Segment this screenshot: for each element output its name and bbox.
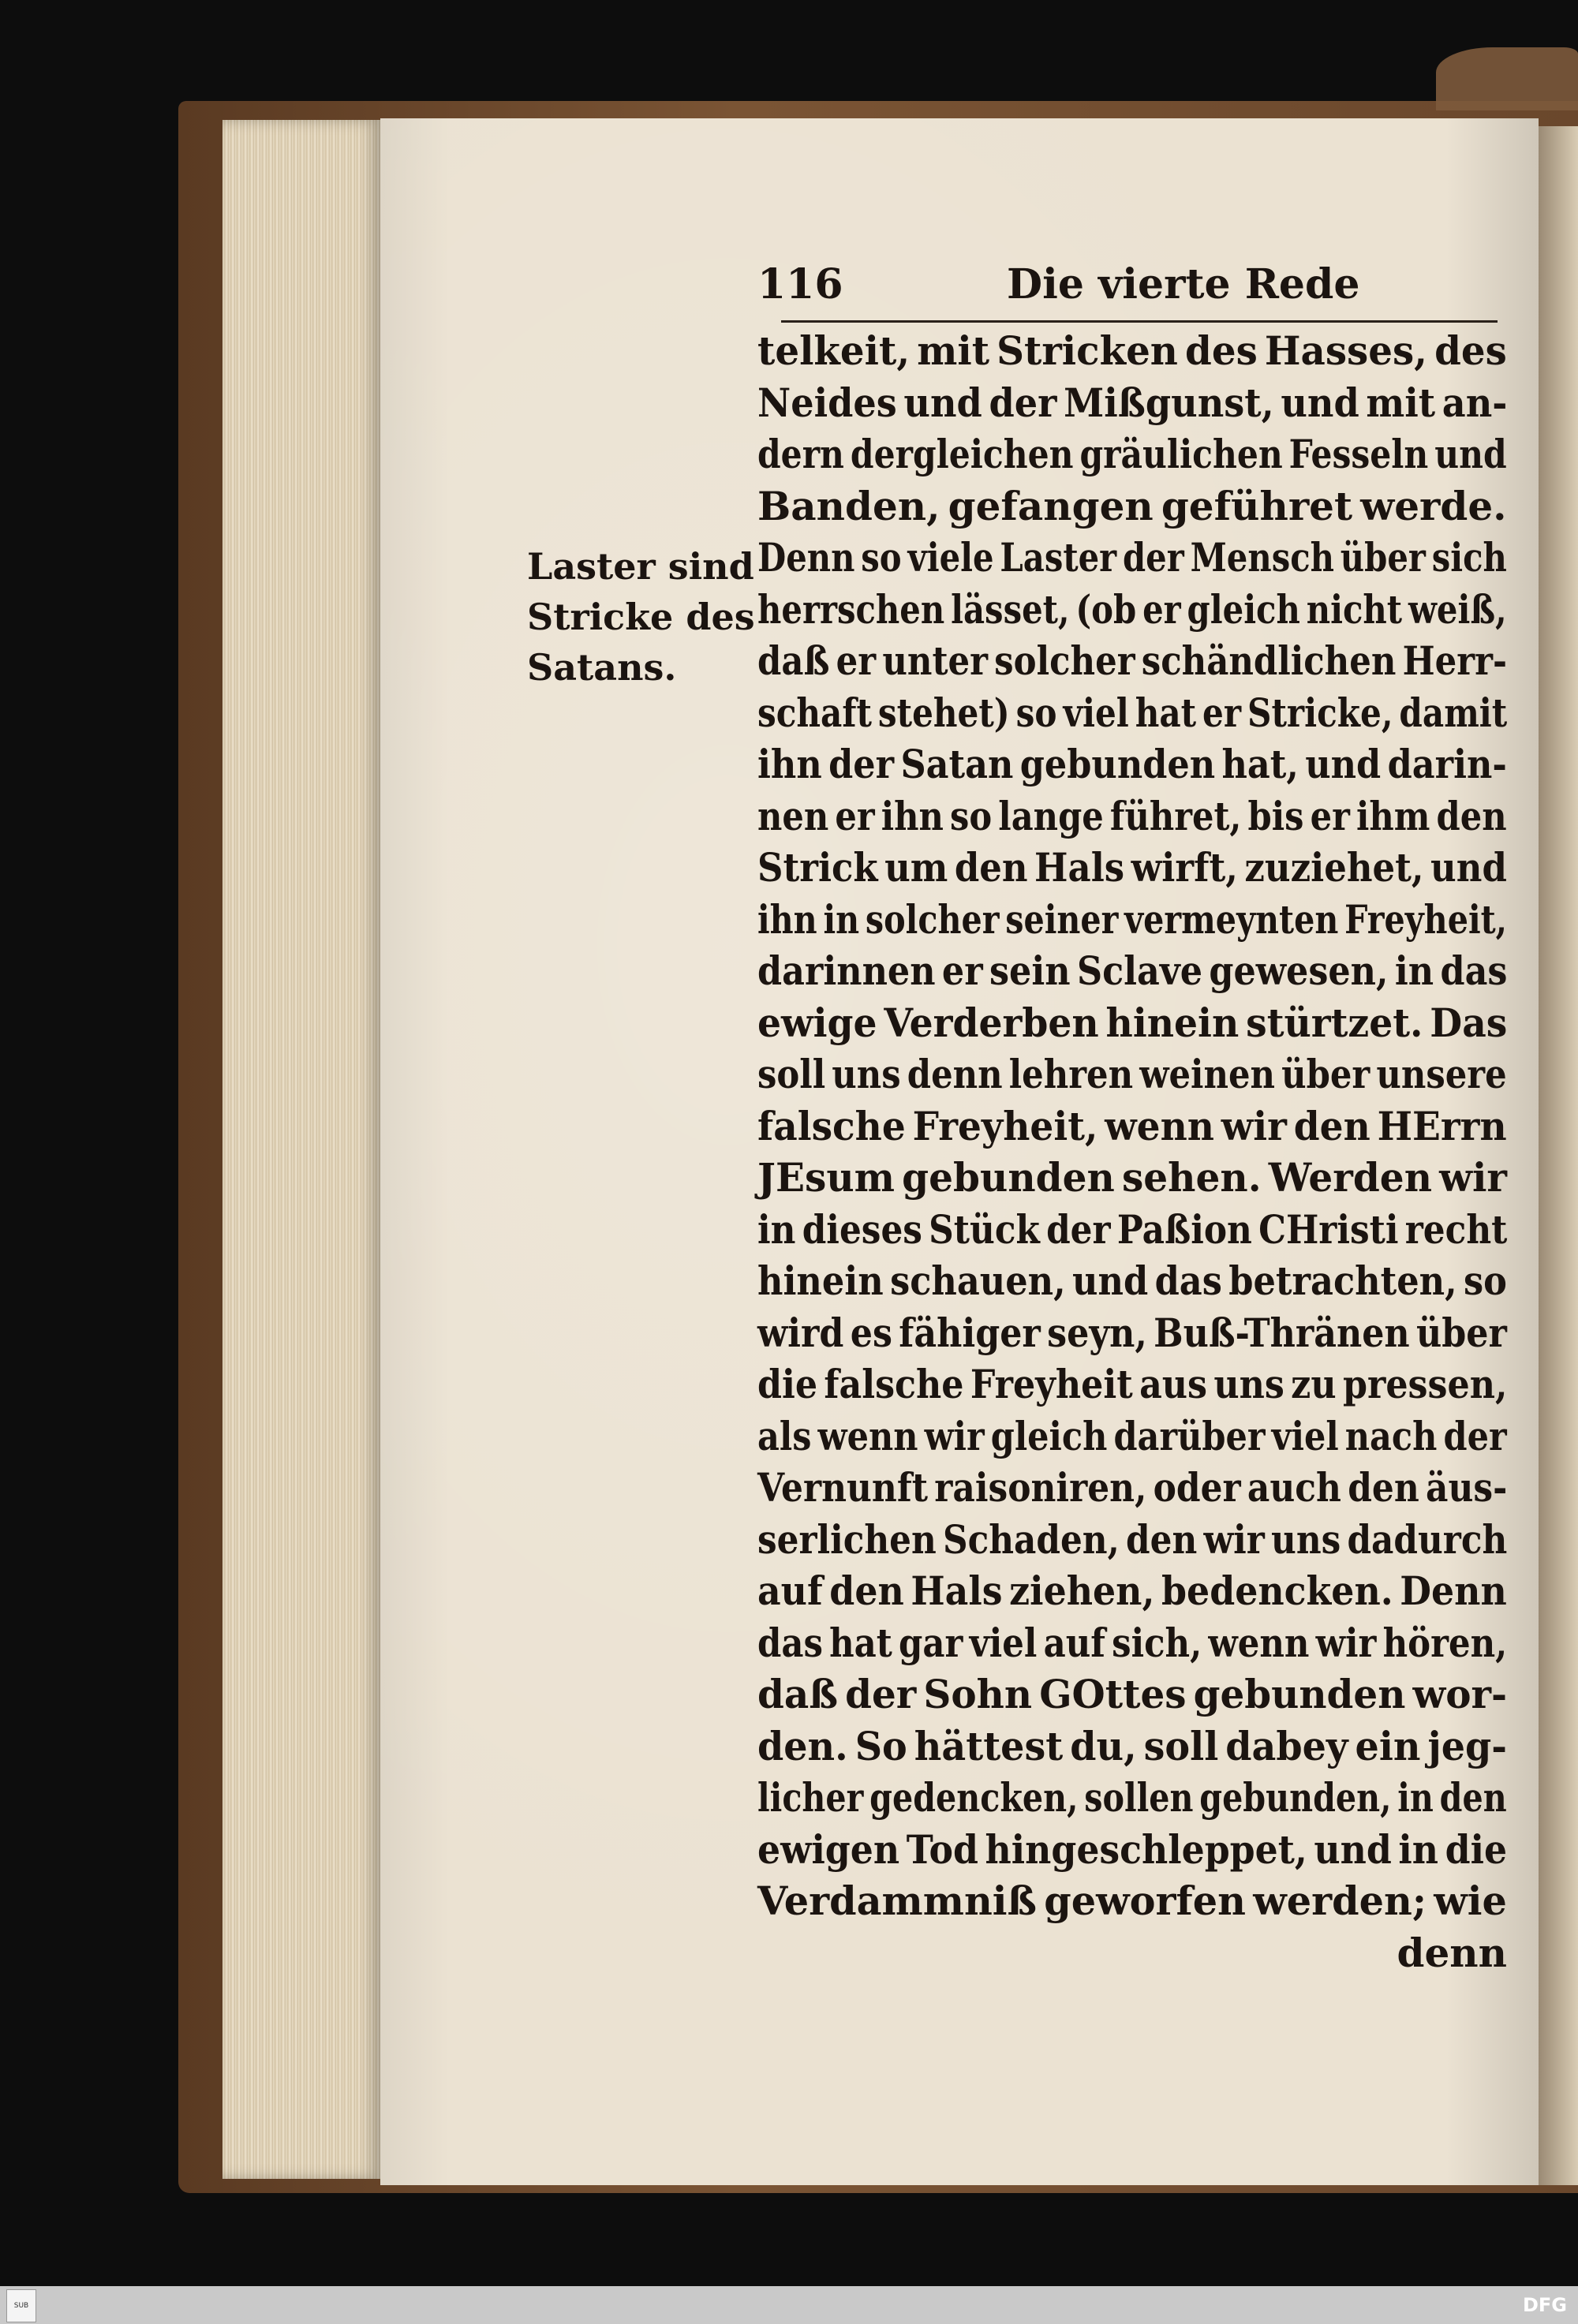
text-line: Denn so viele Laster der Mensch über sich (757, 534, 1507, 581)
dfg-logo: DFG (1522, 2294, 1567, 2316)
text-line: JEsum gebunden sehen. Werden wir (757, 1154, 1507, 1201)
text-line: nen er ihn so lange führet, bis er ihm den (757, 792, 1507, 839)
text-line: ewige Verderben hinein stürtzet. Das (757, 999, 1508, 1046)
text-line: dern dergleichen gräulichen Fesseln und (757, 431, 1507, 477)
next-page-edge (1539, 126, 1578, 2185)
text-line: in dieses Stück der Paßion CHristi recht (757, 1205, 1508, 1253)
library-logo-icon: SUB (6, 2289, 36, 2322)
marginal-note-line: Stricke des (527, 596, 755, 638)
text-line: serlichen Schaden, den wir uns dadurch (757, 1515, 1508, 1563)
text-line: falsche Freyheit, wenn wir den HErrn (757, 1102, 1507, 1149)
torn-corner (1436, 47, 1578, 110)
fore-edge-pages (222, 120, 380, 2179)
running-head: Die vierte Rede (1007, 260, 1360, 308)
text-line: hinein schauen, und das betrachten, so (757, 1257, 1507, 1304)
text-line: Strick um den Hals wirft, zuziehet, und (757, 844, 1507, 891)
marginal-note-line: Laster sind (527, 545, 754, 588)
text-line: Verdammniß geworfen werden; wie (757, 1878, 1507, 1924)
catchword: denn (1397, 1929, 1507, 1976)
text-line: daß der Sohn GOttes gebunden wor- (757, 1671, 1508, 1717)
text-line: auf den Hals ziehen, bedencken. Denn (757, 1567, 1507, 1614)
text-line: schaft stehet) so viel hat er Stricke, damit (757, 689, 1508, 736)
text-line: ihn in solcher seiner vermeynten Freyheit, (757, 895, 1508, 943)
marginal-note-line: Satans. (527, 646, 677, 689)
text-line: Neides und der Mißgunst, und mit an- (757, 379, 1508, 426)
text-line: das hat gar viel auf sich, wenn wir hören, (757, 1619, 1508, 1666)
text-line: die falsche Freyheit aus uns zu pressen, (757, 1361, 1508, 1407)
text-line: als wenn wir gleich darüber viel nach der (757, 1412, 1507, 1459)
header-rule (781, 320, 1498, 323)
page-header (757, 260, 1499, 323)
viewer-footer (0, 2286, 1578, 2324)
text-line: ewigen Tod hingeschleppet, und in die (757, 1825, 1508, 1873)
text-line: Vernunft raisoniren, oder auch den äus- (757, 1464, 1508, 1511)
page-number: 116 (757, 260, 843, 308)
text-line: den. So hättest du, soll dabey ein jeg- (757, 1722, 1508, 1769)
text-line: daß er unter solcher schändlichen Herr- (757, 637, 1508, 684)
text-line: herrschen lässet, (ob er gleich nicht weiß, (757, 585, 1507, 633)
text-line: Banden, gefangen geführet werde. (757, 482, 1507, 529)
text-line: darinnen er sein Sclave gewesen, in das (757, 947, 1508, 994)
text-line: licher gedencken, sollen gebunden, in den (757, 1774, 1507, 1821)
body-text (757, 325, 1507, 1978)
text-line: ihn der Satan gebunden hat, und darin- (757, 741, 1507, 787)
text-line: soll uns denn lehren weinen über unsere (757, 1051, 1507, 1097)
text-line: wird es fähiger seyn, Buß-Thränen über (757, 1309, 1507, 1356)
text-line: telkeit, mit Stricken des Hasses, des (757, 327, 1507, 374)
marginal-note (527, 541, 755, 693)
